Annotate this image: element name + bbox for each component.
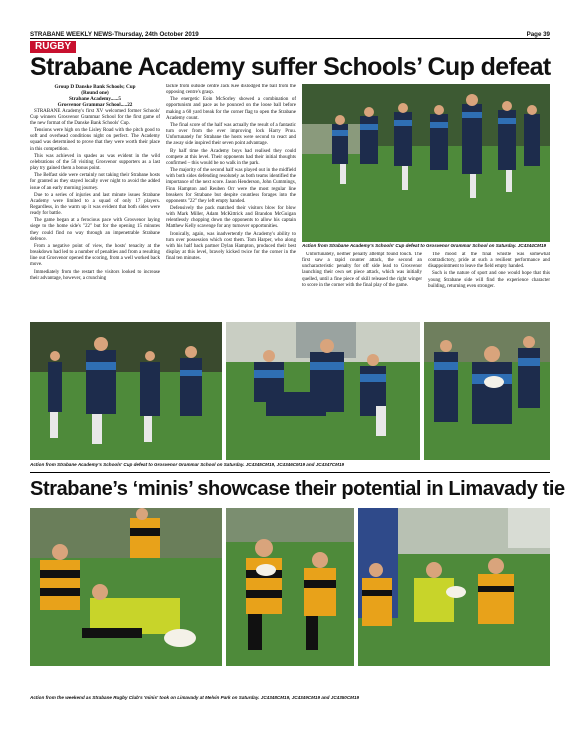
photo-minis-3: [358, 508, 550, 666]
paragraph: STRABANE Academy's first XV welcomed former Schools' Cup winners Grosvenor Grammar School for the first game of the new format of the Danske Bank Schools' Cup.: [30, 108, 160, 126]
paragraph: The energetic Eoin McSorley showed a combination of opportunism and pace as he pounced on the loose ball before making a 60 yard break for the corner flag to open the Strabane Academy count.: [166, 97, 296, 121]
fixture-line-2: (Round one): [81, 90, 109, 97]
paragraph: The final score of the half was actually the result of a fantastic turn over from the ever improving lock Harry Pruu. Unfortunately for Strabane the hosts were second to react and the away side inspired their seven point advantage.: [166, 122, 296, 147]
paragraph: Tensions were high on the Lisley Road with the pitch good to soft and overhead conditions night on perfect. The Academy squad was determined to prove that they were worth their place in this competition.: [30, 128, 160, 152]
photo-strip-2: [226, 322, 420, 460]
paragraph: Ironically, again, was inadvertently the Academy's ability to turn over possession which cost them. Tom Harper, who along with his half back partner Dylan Hampton, produced their best display at this level, bravely kicked twice for the corner in the final ten minutes.: [166, 231, 296, 262]
fixture-line-3: Strabane Academy......5: [68, 96, 122, 103]
paragraph: From a negative point of view, the hosts' tenacity at the breakdown had led to a number of penalties and from a resulting line out Grosvenor opened the scoring, from a well worked back move.: [30, 243, 160, 268]
section-divider: [30, 472, 550, 473]
fixture-line-4: Grosvenor Grammar School.....22: [57, 102, 133, 109]
caption-photo-strip: Action from Strabane Academy's Schools' Cup defeat to Grosvenor Grammar School on Saturday. JC4345CM19, JC4346CM19 and JC4347CM19: [30, 462, 345, 467]
paragraph: Defensively the pack matched their visitors blow for blow with Mark Miller, Adam McKittrick and Brandon McGuigan relentlessly chopping down the opponents to allow his captain Matthew Kelly scavenge for any turnover opportunities.: [166, 205, 296, 230]
paragraph: By half time the Academy boys had realised they could compete at this level. Their opponents had their initial thoughts confirmed – this would be no walk in the park.: [166, 148, 296, 166]
paragraph: The game began at a ferocious pace with Grosvenor laying siege to the home side's "22" but for the opening 15 minutes they could find no way through an impenetrable Strabane defence.: [30, 218, 160, 242]
top-rule: [30, 38, 550, 39]
photo-minis-2: [226, 508, 354, 666]
article-column-1: [30, 84, 160, 320]
section-tag: RUGBY: [30, 41, 76, 53]
paragraph: The majority of the second half was played out in the midfield with both sides defending resolutely as both teams identified the importance of the next score. Jason Henderson, John Cummings, Finn Hampton and Reuben Orr were the most regular line breakers for Strabane but despite countless forages into the opponents "22" they left empty handed.: [166, 168, 296, 204]
page-number: Page 39: [526, 31, 550, 38]
paragraph: Immediately from the restart the visitors looked to increase their advantage, however, a crunching: [30, 269, 160, 281]
photo-minis-1: [30, 508, 222, 666]
caption-minis: Action from the weekend as Strabane Rugby Club's 'minis' took on Limavady at Melvin Park on Saturday. JC4348CM19, JC4349CM19 and JC4350CM19: [30, 695, 360, 700]
article-column-4: [428, 252, 550, 322]
paragraph: tackle from outside centre Jack Kee dislodged the ball from the opposing centre's grasp.: [166, 84, 296, 96]
article-column-3: [302, 252, 422, 322]
paragraph: This was achieved in spades as was evident in the wild celebrations of the 50 visiting Grosvenor supporters as a last play try gained them a bonus point.: [30, 153, 160, 172]
paragraph: Unfortunately, neither penalty attempt found touch. The first saw a rapid counter attack, the second an uncharacteristic penalty for off side lead to Grosvenor launching their own set piece attack, which was initially quelled, until a fine piece of skill released the right winger to score in the corner with the final play of the game.: [302, 252, 422, 288]
paragraph: Due to a series of injuries and last minute issues Strabane Academy were limited to a squad of only 17 players. Regardless, in the warm up it was evident that both sides were ready for battle.: [30, 192, 160, 217]
headline-main: Strabane Academy suffer Schools’ Cup defeat: [30, 53, 551, 81]
masthead-date: STRABANE WEEKLY NEWS-Thursday, 24th October 2019: [30, 31, 199, 38]
paragraph: Such is the nature of sport and one would hope that this young Strabane side will find the experience character building, returning even stronger.: [428, 271, 550, 289]
photo-main-match: [302, 84, 550, 242]
paragraph: The Belfast side were certainly not taking their Strabane hosts for granted as they stayed locally over night to avoid the added issue of an early morning journey.: [30, 173, 160, 191]
paragraph: The mood at the final whistle was somewhat contradictory, pride at such a resilient performance and disappointment to leave the field empty handed.: [428, 252, 550, 270]
caption-main-photo: Action from Strabane Academy's Schools' Cup defeat to Grosvenor Grammar School on Saturday. JC4344CM19: [302, 243, 547, 248]
photo-strip-1: [30, 322, 222, 460]
masthead: [30, 26, 550, 38]
fixture-line-1: Group D Danske Bank Schools; Cup: [54, 84, 136, 90]
headline-minis: Strabane’s ‘minis’ showcase their potential in Limavady tie: [30, 478, 565, 500]
article-column-2: [166, 84, 296, 320]
photo-strip-3: [424, 322, 550, 460]
